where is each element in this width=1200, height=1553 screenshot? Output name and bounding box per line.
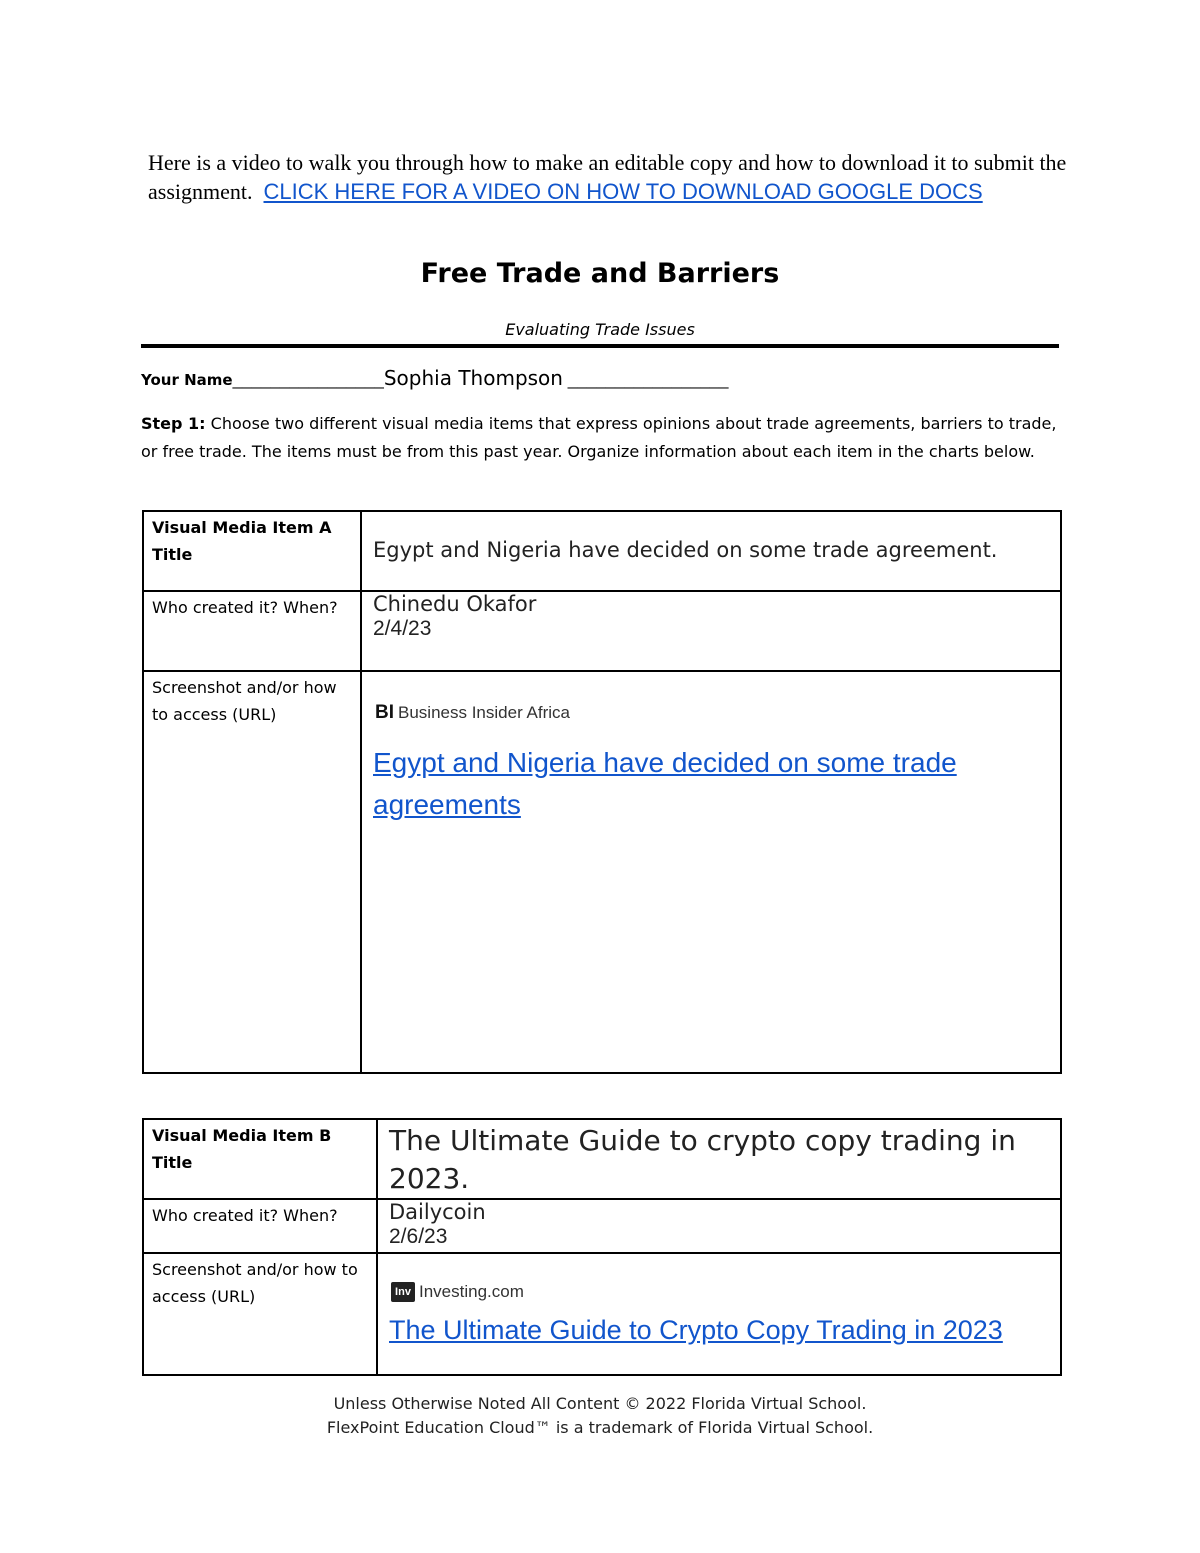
intro-text: Here is a video to walk you through how to make an editable copy and how to download it to submit the assignment. <box>148 150 1067 204</box>
table-row <box>143 591 1061 671</box>
table-row <box>143 511 1061 591</box>
item-b-creator-label: Who created it? When? <box>143 1199 377 1253</box>
page-subtitle: Evaluating Trade Issues <box>505 320 695 339</box>
name-value[interactable]: Sophia Thompson <box>383 366 563 390</box>
item-b-source-name: Investing.com <box>419 1282 524 1301</box>
item-a-title-value: Egypt and Nigeria have decided on some trade agreement. <box>373 538 998 562</box>
intro-paragraph <box>148 148 1068 206</box>
video-link[interactable]: CLICK HERE FOR A VIDEO ON HOW TO DOWNLOAD GOOGLE DOCS <box>263 179 983 204</box>
step1-label: Step 1: <box>141 414 206 433</box>
item-b-access-label: Screenshot and/or how to access (URL) <box>143 1253 377 1375</box>
item-a-title-label: Visual Media Item A Title <box>143 511 361 591</box>
item-a-creator-date: 2/4/23 <box>373 617 432 640</box>
media-item-a-table <box>142 510 1062 1074</box>
investing-logo-icon: Inv <box>391 1282 415 1302</box>
footer <box>0 1392 1200 1440</box>
item-a-creator-name: Chinedu Okafor <box>373 592 537 616</box>
footer-trademark: FlexPoint Education Cloud™ is a trademark of Florida Virtual School. <box>326 1418 874 1437</box>
item-b-creator-cell[interactable] <box>377 1199 1061 1253</box>
step1-instructions <box>141 410 1061 466</box>
item-a-access-label: Screenshot and/or how to access (URL) <box>143 671 361 1073</box>
table-row <box>143 671 1061 1073</box>
item-b-title-cell[interactable] <box>377 1119 1061 1199</box>
item-a-article-link[interactable]: Egypt and Nigeria have decided on some trade agreements <box>373 747 957 820</box>
page-title: Free Trade and Barriers <box>420 258 780 289</box>
item-b-access-cell <box>377 1253 1061 1375</box>
title-rule <box>141 344 1059 348</box>
name-row <box>141 366 728 390</box>
item-b-creator-date: 2/6/23 <box>389 1225 448 1248</box>
name-blank-after: _________________ <box>567 370 729 389</box>
item-b-title-value: The Ultimate Guide to crypto copy trading in 2023. <box>389 1124 1016 1195</box>
footer-copyright: Unless Otherwise Noted All Content © 2022 Florida Virtual School. <box>333 1394 867 1413</box>
item-b-article-link[interactable]: The Ultimate Guide to Crypto Copy Trading in 2023 <box>389 1315 1003 1345</box>
item-a-source-name: Business Insider Africa <box>398 703 570 722</box>
item-b-source <box>378 1254 1060 1302</box>
step1-text: Choose two different visual media items that express opinions about trade agreements, barriers to trade, or free trade. The items must be from this past year. Organize information about each item in the charts below. <box>141 414 1057 461</box>
item-a-creator-label: Who created it? When? <box>143 591 361 671</box>
name-blank-before: ________________ <box>232 370 384 389</box>
media-item-b-table <box>142 1118 1062 1376</box>
table-row <box>143 1253 1061 1375</box>
item-b-title-label: Visual Media Item B Title <box>143 1119 377 1199</box>
name-label: Your Name <box>141 371 233 389</box>
table-row <box>143 1119 1061 1199</box>
business-insider-logo-icon: BI <box>375 702 394 723</box>
item-a-creator-cell[interactable] <box>361 591 1061 671</box>
item-b-creator-name: Dailycoin <box>389 1200 486 1224</box>
table-row <box>143 1199 1061 1253</box>
item-a-title-cell[interactable] <box>361 511 1061 591</box>
item-a-source <box>362 672 1060 724</box>
item-a-access-cell <box>361 671 1061 1073</box>
